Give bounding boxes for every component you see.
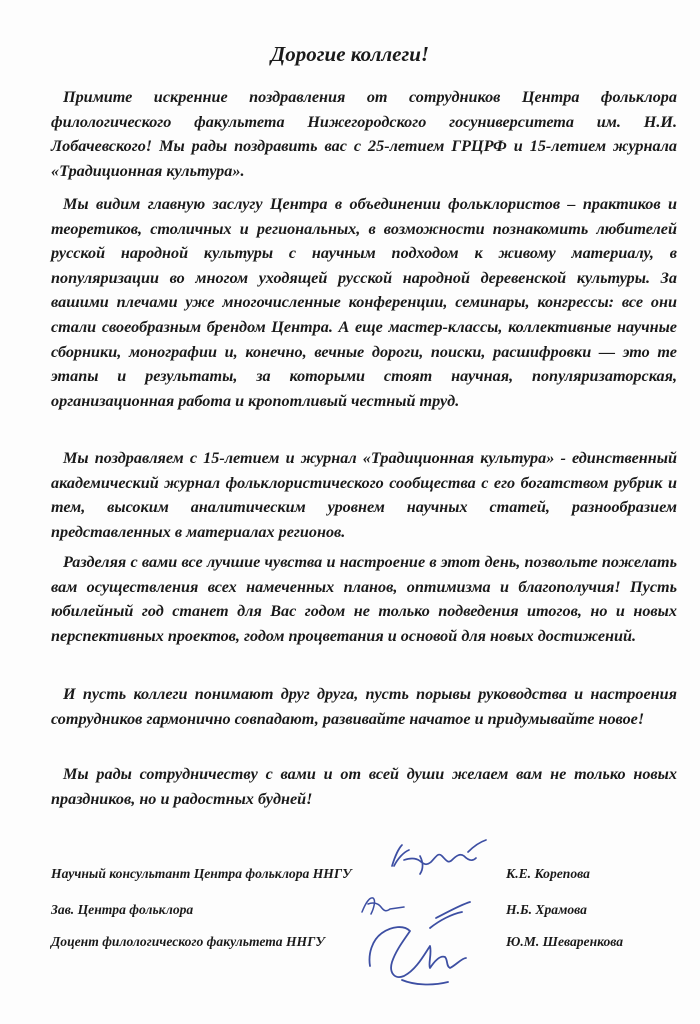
letter-paragraph-1: Примите искренние поздравления от сотрудников Центра фольклора филологического факультета Нижегородского госуниверситета им. Н.И. Лобачевского! Мы рады поздравить вас с 25-летием ГРЦРФ и 15-летием журнала «Традиционная культура». — [51, 88, 677, 180]
signatory-name: Ю.М. Шеваренкова — [506, 934, 624, 949]
signatory-name: К.Е. Корепова — [506, 866, 590, 881]
signatory-name: Н.Б. Храмова — [506, 902, 587, 917]
letter-paragraph-4: Разделяя с вами все лучшие чувства и настроение в этот день, позвольте пожелать вам осуществления всех намеченных планов, оптимизма и благополучия! Пусть юбилейный год станет для Вас годом не только подведения итогов, но и новых перспективных проектов, годом процветания и основой для новых достижений. — [51, 553, 677, 645]
signature-row-shevarenkova — [51, 934, 677, 956]
signature-row-khramova — [51, 902, 677, 924]
letter-paragraph-2: Мы видим главную заслугу Центра в объединении фольклористов – практиков и теоретиков, столичных и региональных, в возможности познакомить любителей русской народной культуры с научным подходом к живому материалу, в популяризации во многом уходящей русской народной деревенской культуры. За вашими плечами уже многочисленные конференции, семинары, конгрессы: все они стали своеобразным брендом Центра. А еще мастер-классы, коллективные научные сборники, монографии и, конечно, вечные дороги, поиски, расшифровки — это те этапы и результаты, за которыми стоят научная, популяризаторская, организационная работа и кропотливый честный труд. — [51, 195, 677, 410]
letter-paragraph-5: И пусть коллеги понимают друг друга, пусть порывы руководства и настроения сотрудников гармонично совпадают, развивайте начатое и придумывайте новое! — [51, 685, 677, 728]
signatory-role: Зав. Центра фольклора — [51, 902, 194, 917]
signatory-role: Научный консультант Центра фольклора ННГУ — [51, 866, 352, 881]
letter-paragraph-6: Мы рады сотрудничеству с вами и от всей души желаем вам не только новых праздников, но и радостных будней! — [51, 765, 677, 808]
signature-row-korepova — [51, 866, 677, 888]
signatory-role: Доцент филологического факультета ННГУ — [51, 934, 325, 949]
letter-title: Дорогие коллеги! — [270, 42, 430, 66]
letter-paragraph-3: Мы поздравляем с 15-летием и журнал «Традиционная культура» - единственный академический журнал фольклористического сообщества с его богатством рубрик и тем, высоким аналитическим уровнем научных статей, разнообразием представленных в материалах регионов. — [51, 449, 677, 541]
